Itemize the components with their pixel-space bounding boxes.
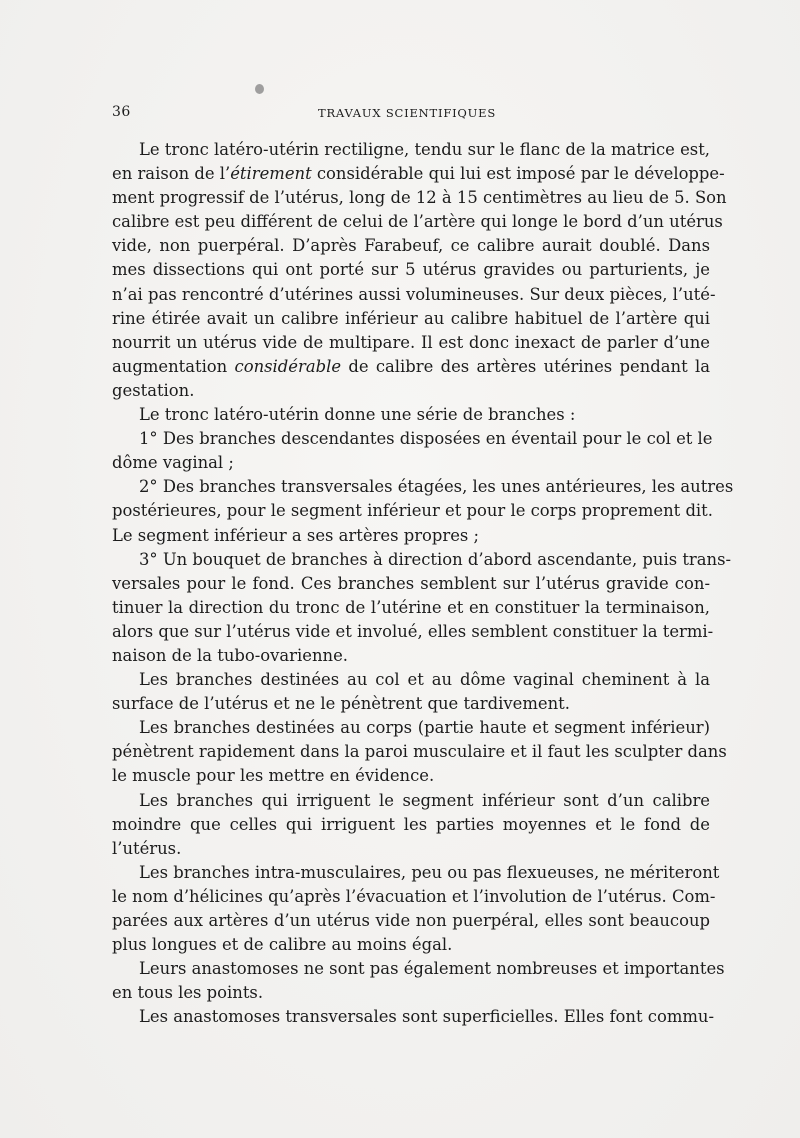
text-segment: n’ai pas rencontré d’utérines aussi volumineuses. Sur deux pièces, l’uté-: [112, 284, 716, 304]
text-segment: Leurs anastomoses ne sont pas également nombreuses et importantes: [139, 959, 725, 979]
text-line: [112, 331, 710, 355]
text-segment: rine étirée avait un calibre inférieur au calibre habituel de l’artère qui: [112, 308, 710, 328]
text-line: [112, 307, 710, 331]
text-line: [112, 861, 720, 885]
text-segment: dôme vaginal ;: [112, 453, 234, 473]
text-line: [112, 740, 727, 764]
text-segment: Les anastomoses transversales sont superficielles. Elles font commu-: [139, 1007, 715, 1027]
text-line: [112, 981, 710, 1005]
text-line: [112, 933, 710, 957]
text-segment: postérieures, pour le segment inférieur et pour le corps proprement dit.: [112, 501, 713, 521]
text-line: [112, 909, 710, 933]
paragraph: [112, 475, 734, 547]
paragraph: [112, 957, 725, 1005]
text-line: [112, 258, 710, 282]
text-line: [112, 692, 710, 716]
text-segment: 3° Un bouquet de branches à direction d’abord ascendante, puis trans-: [139, 549, 732, 569]
text-segment: augmentation: [112, 356, 235, 376]
text-line: [112, 620, 714, 644]
text-line: [112, 499, 713, 523]
text-segment: de calibre des artères utérines pendant la: [341, 356, 710, 376]
text-line: [112, 813, 710, 837]
text-segment: en raison de l’: [112, 164, 231, 184]
text-segment: calibre est peu différent de celui de l’artère qui longe le bord d’un utérus: [112, 212, 723, 232]
text-segment: mes dissections qui ont porté sur 5 utérus gravides ou parturients, je: [112, 260, 710, 280]
running-header: [112, 104, 710, 124]
text-line: [112, 789, 710, 813]
text-segment: Le tronc latéro-utérin donne une série de branches :: [139, 405, 576, 425]
text-line: [112, 283, 716, 307]
text-segment: gestation.: [112, 380, 195, 400]
text-segment: vide, non puerpéral. D’après Farabeuf, ce calibre aurait doublé. Dans: [112, 236, 710, 256]
text-line: [112, 548, 732, 572]
text-segment: pénètrent rapidement dans la paroi musculaire et il faut les sculpter dans: [112, 742, 727, 762]
text-segment: 2° Des branches transversales étagées, les unes antérieures, les autres: [139, 477, 734, 497]
paragraph: [112, 1005, 715, 1029]
text-segment: nourrit un utérus vide de multipare. Il est donc inexact de parler d’une: [112, 332, 710, 352]
text-segment: Les branches qui irriguent le segment inférieur sont d’un calibre: [139, 790, 710, 810]
text-segment: Les branches intra-musculaires, peu ou pas flexueuses, ne mériteront: [139, 862, 720, 882]
text-segment: tinuer la direction du tronc de l’utérine et en constituer la terminaison,: [112, 597, 710, 617]
text-line: [112, 957, 725, 981]
text-line: [112, 837, 710, 861]
text-segment: parées aux artères d’un utérus vide non puerpéral, elles sont beaucoup: [112, 911, 710, 930]
body-text: [112, 138, 734, 1029]
text-line: [112, 138, 710, 162]
text-segment: ment progressif de l’utérus, long de 12 à 15 centimètres au lieu de 5. Son: [112, 188, 727, 208]
text-line: [112, 427, 713, 451]
text-line: [112, 524, 710, 548]
text-segment: le muscle pour les mettre en évidence.: [112, 766, 435, 786]
text-segment: Les branches destinées au col et au dôme vaginal cheminent à la: [139, 670, 710, 690]
text-line: [112, 210, 723, 234]
text-segment: considérable qui lui est imposé par le développe-: [311, 164, 725, 184]
paragraph: [112, 789, 710, 861]
page-number: 36: [112, 104, 131, 120]
text-segment: en tous les points.: [112, 983, 264, 1003]
text-segment: le nom d’hélicines qu’après l’évacuation et l’involution de l’utérus. Com-: [112, 886, 716, 906]
italic-text: considérable: [234, 356, 342, 376]
text-segment: alors que sur l’utérus vide et involué, elles semblent constituer la termi-: [112, 621, 714, 641]
paragraph: [112, 403, 710, 427]
text-segment: naison de la tubo-ovarienne.: [112, 645, 348, 665]
text-segment: versales pour le fond. Ces branches semblent sur l’utérus gravide con-: [112, 573, 710, 593]
text-line: [112, 764, 710, 788]
paragraph: [112, 548, 732, 668]
text-segment: surface de l’utérus et ne le pénètrent que tardivement.: [112, 694, 570, 714]
italic-text: étirement: [230, 164, 312, 184]
text-line: [112, 668, 710, 692]
text-line: [112, 379, 710, 403]
text-segment: Les branches destinées au corps (partie haute et segment inférieur): [139, 718, 710, 738]
text-line: [112, 596, 710, 620]
paragraph: [112, 668, 710, 716]
text-line: [112, 234, 710, 258]
text-segment: Le segment inférieur a ses artères propres ;: [112, 525, 480, 545]
text-line: [112, 572, 710, 596]
text-line: [112, 644, 710, 668]
paragraph: [112, 716, 727, 788]
text-line: [112, 186, 727, 210]
text-line: [112, 451, 710, 475]
running-title: TRAVAUX SCIENTIFIQUES: [318, 106, 497, 120]
text-segment: plus longues et de calibre au moins égal.: [112, 935, 453, 955]
text-line: [112, 475, 734, 499]
text-line: [112, 1005, 715, 1029]
text-line: [112, 403, 710, 427]
paragraph: [112, 861, 720, 957]
text-segment: 1° Des branches descendantes disposées en éventail pour le col et le: [139, 429, 713, 449]
text-line: [112, 355, 710, 379]
text-segment: Le tronc latéro-utérin rectiligne, tendu sur le flanc de la matrice est,: [139, 140, 710, 159]
text-segment: moindre que celles qui irriguent les parties moyennes et le fond de: [112, 814, 710, 834]
text-segment: l’utérus.: [112, 838, 182, 858]
text-line: [112, 885, 716, 909]
text-line: [112, 716, 710, 740]
paragraph: [112, 427, 713, 475]
paragraph: [112, 138, 727, 403]
ink-blot: [255, 84, 264, 94]
text-line: [112, 162, 725, 186]
